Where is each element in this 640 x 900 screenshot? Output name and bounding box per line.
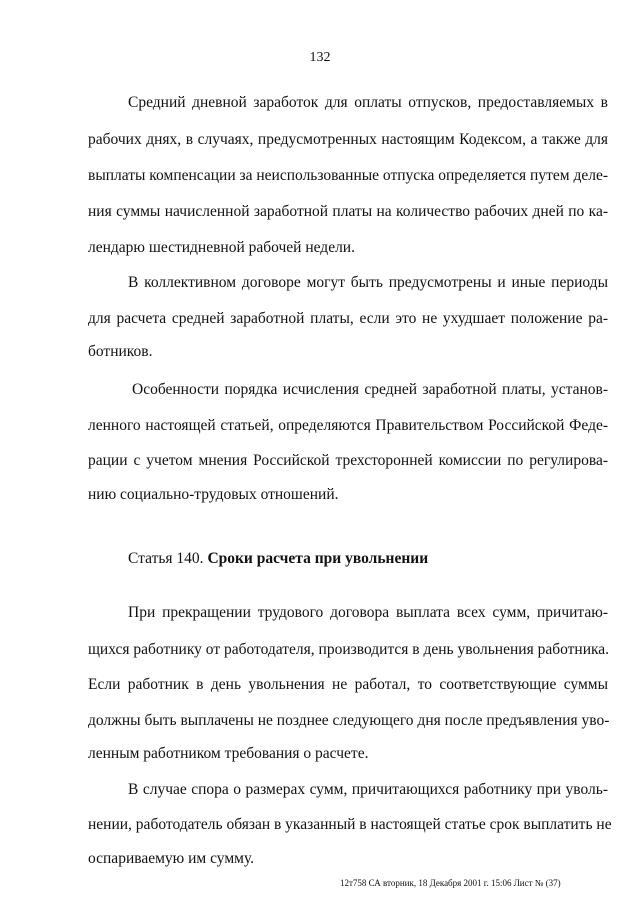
text-line: В коллективном договоре могут быть предусмотрены и иные периоды <box>128 274 608 291</box>
text-line: ленного настоящей статьей, определяются Правительством Российской Феде- <box>88 417 608 434</box>
article-number: Статья 140. <box>128 550 204 567</box>
text-line: ботников. <box>88 343 153 360</box>
text-line: В случае спора о размерах сумм, причитающихся работнику при уволь- <box>128 781 608 798</box>
text-line: нении, работодатель обязан в указанный в настоящей статье срок выплатить не <box>88 816 612 833</box>
text-line: Особенности порядка исчисления средней заработной платы, установ- <box>132 381 608 398</box>
text-line: Средний дневной заработок для оплаты отпусков, предоставляемых в <box>128 94 608 111</box>
text-line: для расчета средней заработной платы, если это не ухудшает положение ра- <box>88 310 608 327</box>
text-line: При прекращении трудового договора выплата всех сумм, причитаю- <box>128 604 608 621</box>
article-title: Сроки расчета при увольнении <box>207 550 429 567</box>
page-number: 132 <box>309 50 331 65</box>
text-line: рабочих днях, в случаях, предусмотренных настоящим Кодексом, а также для <box>88 131 608 148</box>
text-line: нию социально-трудовых отношений. <box>88 486 339 503</box>
text-line: выплаты компенсации за неиспользованные отпуска определяется путем деле- <box>88 167 608 184</box>
page-footer: 12т758 СА вторник, 18 Декабря 2001 г. 15:06 Лист № (37) <box>340 878 561 888</box>
text-line: щихся работнику от работодателя, производится в день увольнения работника. <box>88 641 610 658</box>
text-line: ния суммы начисленной заработной платы на количество рабочих дней по ка- <box>88 203 608 220</box>
text-line: Если работник в день увольнения не работал, то соответствующие суммы <box>88 676 608 693</box>
article-heading <box>128 549 428 569</box>
text-line: ленным работником требования о расчете. <box>88 745 369 762</box>
text-line: лендарю шестидневной рабочей недели. <box>88 239 355 256</box>
text-line: рации с учетом мнения Российской трехсторонней комиссии по регулирова- <box>88 452 608 469</box>
text-line: должны быть выплачены не позднее следующего дня после предъявления уво- <box>88 712 610 729</box>
text-line: оспариваемую им сумму. <box>88 850 255 867</box>
